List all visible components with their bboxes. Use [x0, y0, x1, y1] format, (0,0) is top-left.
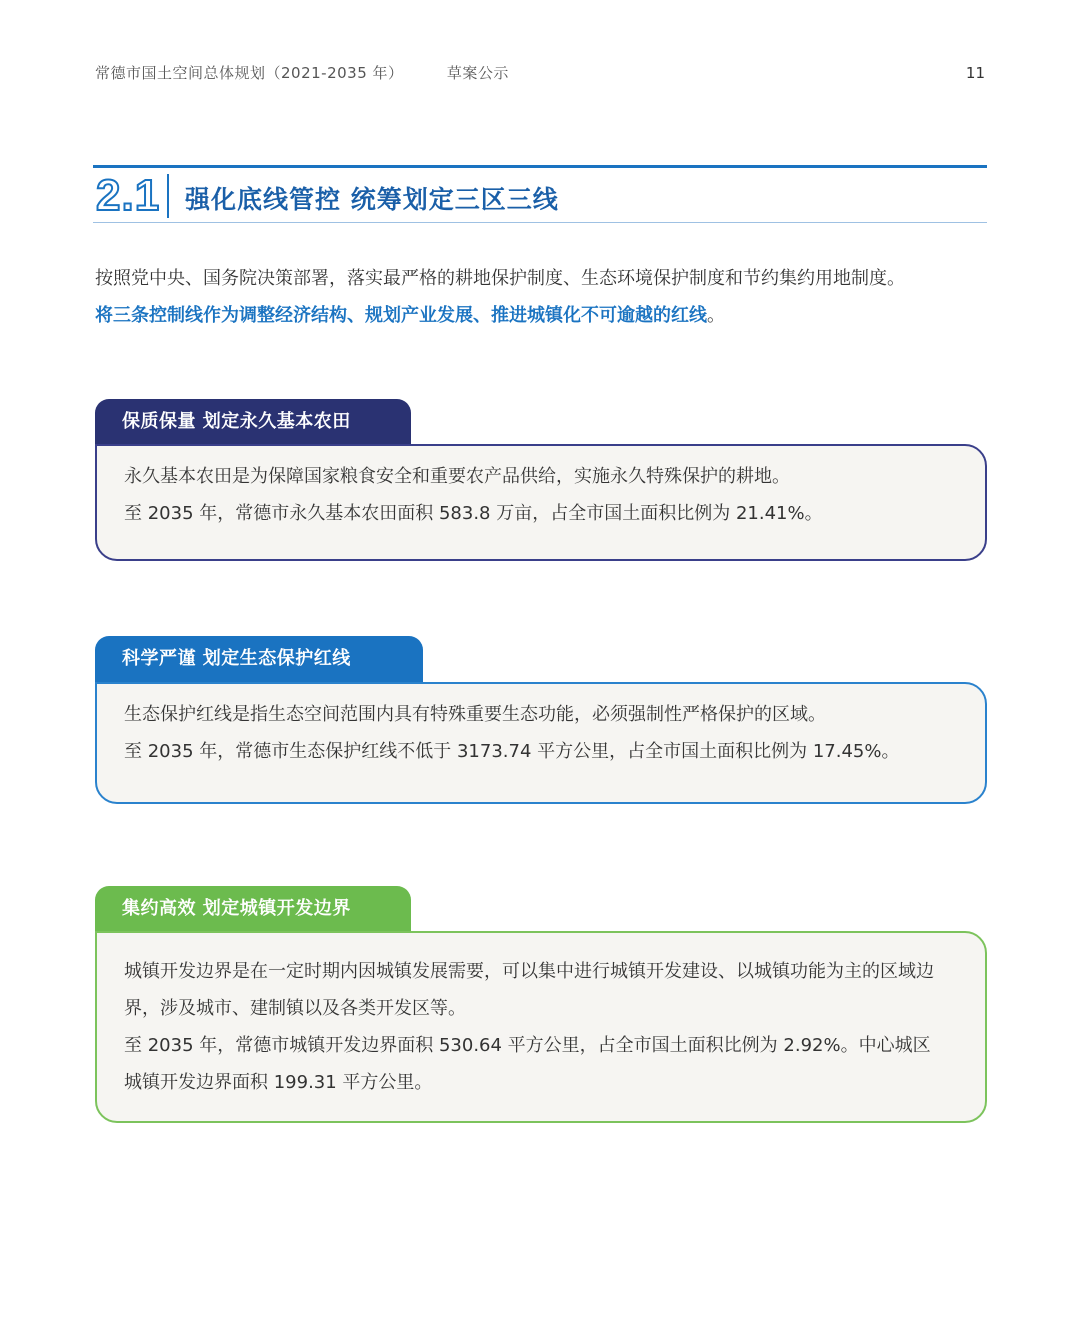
section-number: 2.1 [96, 171, 161, 220]
document-title: 常德市国土空间总体规划（2021-2035 年） [95, 64, 404, 82]
document-stage: 草案公示 [446, 64, 509, 82]
section-title: 强化底线管控 统筹划定三区三线 [185, 185, 559, 214]
card-urban-line-2: 至 2035 年，常德市城镇开发边界面积 530.64 平方公里，占全市国土面积比例为 2.92%。中心城区城镇开发边界面积 199.31 平方公里。 [124, 1035, 931, 1093]
card-farmland-line-1: 永久基本农田是为保障国家粮食安全和重要农产品供给，实施永久特殊保护的耕地。 [124, 466, 790, 487]
card-urban [95, 931, 987, 1123]
intro-line-2-end: 。 [707, 305, 725, 326]
section-divider [167, 174, 169, 218]
card-urban-tab: 集约高效 划定城镇开发边界 [95, 886, 411, 932]
card-farmland-tab: 保质保量 划定永久基本农田 [95, 399, 411, 445]
section-top-rule [93, 165, 987, 168]
card-ecology [95, 682, 987, 804]
card-ecology-tab: 科学严谨 划定生态保护红线 [95, 636, 423, 682]
section-bottom-rule [93, 222, 987, 223]
card-ecology-line-2: 至 2035 年，常德市生态保护红线不低于 3173.74 平方公里，占全市国土面积比例为 17.45%。 [124, 741, 900, 762]
intro-line-1: 按照党中央、国务院决策部署，落实最严格的耕地保护制度、生态环境保护制度和节约集约用地制度。 [95, 268, 905, 289]
page-number: 11 [965, 64, 985, 82]
card-ecology-line-1: 生态保护红线是指生态空间范围内具有特殊重要生态功能，必须强制性严格保护的区域。 [124, 704, 826, 725]
intro-emphasis: 将三条控制线作为调整经济结构、规划产业发展、推进城镇化不可逾越的红线 [95, 305, 707, 326]
card-farmland [95, 444, 987, 561]
card-urban-line-1: 城镇开发边界是在一定时期内因城镇发展需要，可以集中进行城镇开发建设、以城镇功能为主的区域边界，涉及城市、建制镇以及各类开发区等。 [124, 961, 934, 1019]
document-header [95, 62, 509, 83]
intro-line-2 [95, 297, 995, 334]
intro-paragraph [95, 260, 995, 334]
card-farmland-line-2: 至 2035 年，常德市永久基本农田面积 583.8 万亩，占全市国土面积比例为 21.41%。 [124, 503, 823, 524]
